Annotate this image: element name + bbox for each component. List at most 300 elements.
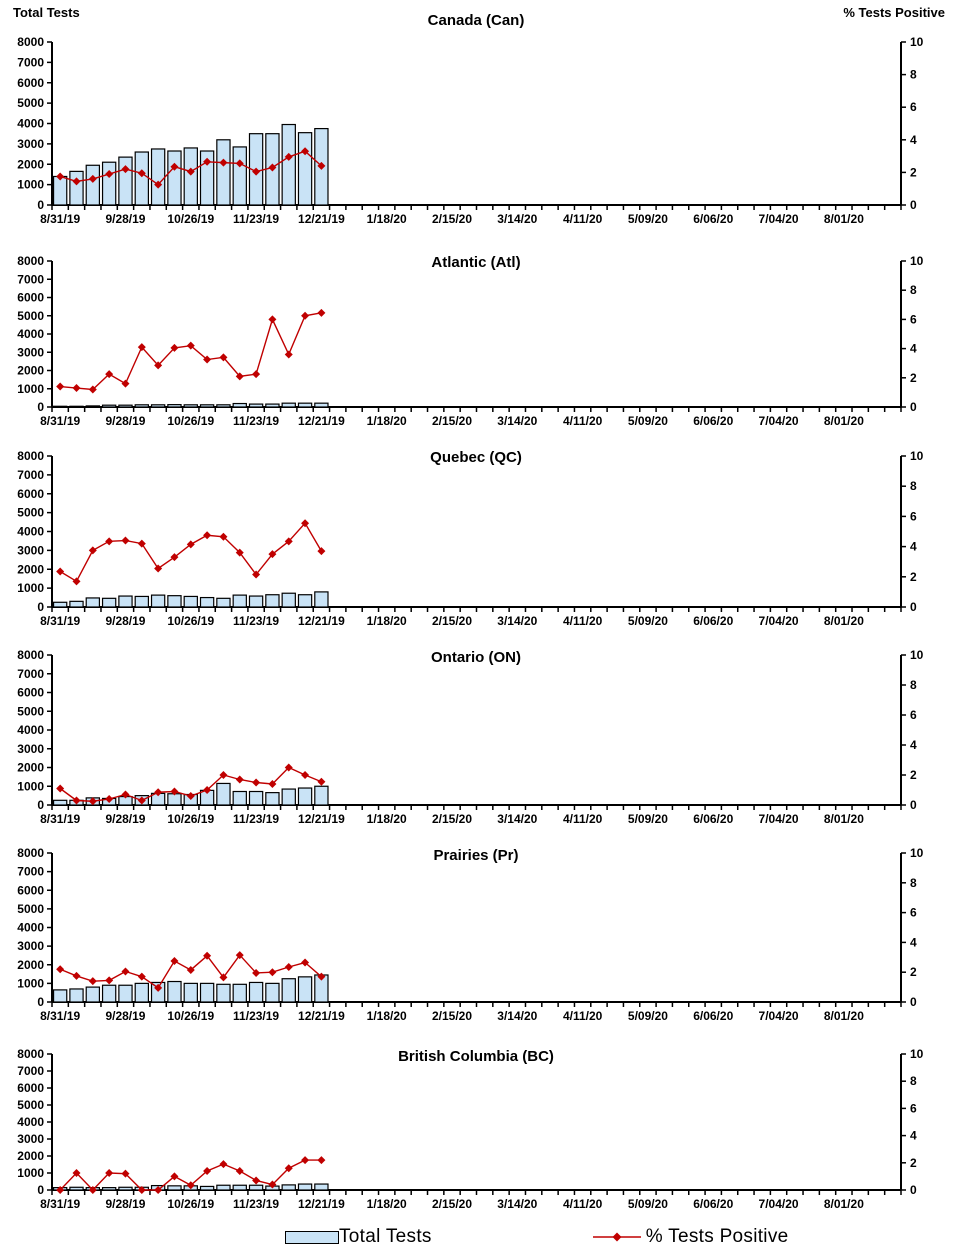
y-tick-label-right: 6: [910, 509, 917, 524]
line-series-marker-icon: [592, 1230, 642, 1244]
y-tick-label-left: 8000: [17, 1047, 44, 1061]
x-tick-label: 11/23/19: [233, 812, 280, 826]
x-tick-label: 1/18/20: [366, 1009, 407, 1023]
axes: [52, 261, 901, 407]
y-tick-label-right: 10: [910, 254, 924, 268]
bar: [152, 595, 165, 607]
bar: [282, 403, 295, 407]
x-axis-ticks: [40, 205, 901, 226]
y-tick-label-right: 6: [910, 905, 917, 920]
y-axis-right-ticks: [901, 35, 924, 212]
x-axis-ticks: [40, 1002, 901, 1023]
atlantic-chart-svg: [0, 228, 959, 440]
data-point-marker: [72, 577, 80, 585]
bar: [70, 1187, 83, 1190]
bar: [103, 598, 116, 607]
y-tick-label-left: 5000: [17, 505, 44, 520]
chart-block-atlantic: [0, 228, 959, 440]
legend: [285, 1214, 959, 1260]
x-tick-label: 7/04/20: [758, 1009, 799, 1023]
y-tick-label-left: 5000: [17, 704, 44, 719]
canada-chart-svg: [0, 0, 959, 228]
x-tick-label: 10/26/19: [167, 212, 215, 226]
x-tick-label: 9/28/19: [105, 812, 146, 826]
x-tick-label: 1/18/20: [366, 414, 407, 428]
bar: [119, 157, 132, 205]
x-tick-label: 9/28/19: [105, 414, 146, 428]
y-tick-label-right: 2: [910, 370, 917, 385]
data-point-marker: [252, 370, 260, 378]
chart-title: Canada (Can): [427, 12, 525, 29]
y-tick-label-right: 8: [910, 283, 917, 298]
data-point-marker: [105, 537, 113, 545]
bar: [168, 1186, 181, 1190]
y-tick-label-left: 0: [37, 1183, 44, 1197]
bar: [249, 792, 262, 806]
data-point-marker: [72, 384, 80, 392]
bar: [103, 405, 116, 407]
x-tick-label: 8/31/19: [40, 614, 81, 628]
data-point-marker: [268, 315, 276, 323]
y-axis-left-ticks: [17, 35, 52, 212]
bar: [103, 162, 116, 205]
x-tick-label: 10/26/19: [167, 414, 215, 428]
bar: [119, 405, 132, 407]
chart-title: Atlantic (Atl): [431, 254, 521, 271]
x-tick-label: 12/21/19: [298, 414, 345, 428]
y-axis-left-ticks: [17, 254, 52, 414]
bar: [86, 406, 99, 407]
x-tick-label: 8/01/20: [823, 414, 864, 428]
x-tick-label: 4/11/20: [562, 414, 603, 428]
y-tick-label-left: 3000: [17, 136, 44, 151]
axes: [52, 456, 901, 607]
bar: [233, 792, 246, 806]
data-point-marker: [56, 965, 64, 973]
x-tick-label: 11/23/19: [233, 1197, 280, 1211]
data-point-marker: [301, 312, 309, 320]
x-tick-label: 8/31/19: [40, 1009, 81, 1023]
y-axis-right-ticks: [901, 1047, 924, 1197]
data-point-marker: [89, 977, 97, 985]
y-tick-label-right: 2: [910, 965, 917, 980]
bar: [315, 592, 328, 607]
y-tick-label-left: 6000: [17, 883, 44, 898]
bar: [54, 800, 67, 805]
y-tick-label-left: 7000: [17, 272, 44, 287]
bar: [201, 598, 214, 607]
x-tick-label: 4/11/20: [562, 1009, 603, 1023]
y-axis-right-ticks: [901, 449, 924, 614]
data-point-marker: [56, 383, 64, 391]
x-tick-label: 7/04/20: [758, 212, 799, 226]
y-tick-label-left: 5000: [17, 308, 44, 323]
data-point-marker: [317, 778, 325, 786]
y-tick-label-left: 8000: [17, 449, 44, 463]
y-tick-label-left: 1000: [17, 1166, 44, 1180]
data-point-marker: [236, 776, 244, 784]
chart-block-prairies: [0, 836, 959, 1031]
x-tick-label: 12/21/19: [298, 614, 345, 628]
data-point-marker: [301, 1156, 309, 1164]
quebec-chart-svg: [0, 440, 959, 636]
data-point-marker: [105, 976, 113, 984]
y-tick-label-right: 4: [910, 1128, 917, 1143]
bar: [70, 171, 83, 205]
y-tick-label-left: 2000: [17, 562, 44, 577]
x-tick-label: 9/28/19: [105, 212, 146, 226]
x-axis-ticks: [40, 805, 901, 826]
data-point-marker: [219, 1160, 227, 1168]
y-tick-label-left: 2000: [17, 363, 44, 378]
x-tick-label: 3/14/20: [497, 812, 538, 826]
x-tick-label: 2/15/20: [431, 414, 473, 428]
legend-item-pct-positive: [592, 1226, 789, 1248]
bar: [298, 1184, 311, 1190]
y-tick-label-left: 1000: [17, 779, 44, 794]
y-tick-label-left: 1000: [17, 381, 44, 396]
bar: [135, 152, 148, 205]
left-axis-title: Total Tests: [13, 5, 80, 20]
x-tick-label: 4/11/20: [562, 812, 603, 826]
bar: [184, 405, 197, 407]
legend-label-pct-positive: % Tests Positive: [645, 1226, 789, 1247]
bar: [201, 1186, 214, 1190]
bar: [168, 596, 181, 607]
y-tick-label-left: 6000: [17, 290, 44, 305]
x-tick-label: 1/18/20: [366, 1197, 407, 1211]
y-tick-label-right: 6: [910, 708, 917, 722]
y-tick-label-right: 4: [910, 935, 917, 950]
y-tick-label-right: 2: [910, 165, 917, 180]
bar: [266, 404, 279, 407]
british-columbia-chart-svg: [0, 1031, 959, 1214]
bar: [135, 596, 148, 607]
chart-title: Prairies (Pr): [433, 847, 519, 864]
x-tick-label: 11/23/19: [233, 212, 280, 226]
x-tick-label: 3/14/20: [497, 1009, 538, 1023]
x-tick-label: 9/28/19: [105, 614, 146, 628]
y-tick-label-left: 3000: [17, 543, 44, 558]
x-tick-label: 4/11/20: [562, 212, 603, 226]
right-axis-title: % Tests Positive: [843, 5, 945, 20]
bar: [315, 1184, 328, 1190]
x-axis-ticks: [40, 407, 901, 428]
y-axis-right-ticks: [901, 846, 924, 1009]
y-axis-right-ticks: [901, 254, 924, 414]
y-tick-label-right: 6: [910, 100, 917, 115]
x-tick-label: 11/23/19: [233, 614, 280, 628]
x-tick-label: 6/06/20: [693, 212, 734, 226]
bar: [298, 403, 311, 407]
x-tick-label: 5/09/20: [627, 614, 668, 628]
pct-positive-line: [56, 519, 325, 585]
x-tick-label: 1/18/20: [366, 212, 407, 226]
bar: [152, 149, 165, 205]
y-axis-left-ticks: [17, 648, 52, 812]
bar: [249, 1185, 262, 1190]
y-tick-label-right: 0: [910, 1183, 917, 1197]
x-tick-label: 3/14/20: [497, 614, 538, 628]
y-tick-label-left: 2000: [17, 957, 44, 972]
y-tick-label-left: 2000: [17, 1149, 44, 1163]
y-tick-label-left: 3000: [17, 741, 44, 756]
total-tests-bars: [54, 975, 328, 1002]
y-tick-label-left: 1000: [17, 581, 44, 596]
bar: [233, 147, 246, 205]
y-tick-label-left: 4000: [17, 723, 44, 737]
data-point-marker: [170, 957, 178, 965]
x-tick-label: 8/01/20: [823, 212, 864, 226]
total-tests-bars: [54, 592, 328, 607]
y-tick-label-left: 0: [37, 600, 44, 614]
bar: [103, 1188, 116, 1190]
x-tick-label: 1/18/20: [366, 812, 407, 826]
x-tick-label: 8/01/20: [823, 1197, 864, 1211]
y-tick-label-right: 2: [910, 569, 917, 584]
y-tick-label-left: 5000: [17, 96, 44, 111]
x-tick-label: 10/26/19: [167, 1197, 215, 1211]
bar: [298, 133, 311, 205]
bar: [298, 788, 311, 805]
x-tick-label: 3/14/20: [497, 414, 538, 428]
bar: [282, 979, 295, 1002]
data-point-marker: [301, 771, 309, 779]
y-tick-label-left: 4000: [17, 1115, 44, 1129]
y-tick-label-right: 0: [910, 995, 917, 1009]
bar: [119, 596, 132, 607]
bar: [217, 598, 230, 607]
x-tick-label: 8/01/20: [823, 1009, 864, 1023]
y-tick-label-left: 5000: [17, 1098, 44, 1112]
bar: [298, 977, 311, 1002]
bar: [249, 596, 262, 607]
x-tick-label: 5/09/20: [627, 212, 668, 226]
y-tick-label-right: 10: [910, 35, 924, 49]
data-point-marker: [203, 531, 211, 539]
x-tick-label: 6/06/20: [693, 1009, 734, 1023]
pct-positive-line: [56, 309, 325, 394]
x-tick-label: 9/28/19: [105, 1197, 146, 1211]
x-tick-label: 3/14/20: [497, 212, 538, 226]
y-tick-label-left: 6000: [17, 1081, 44, 1095]
x-tick-label: 2/15/20: [431, 614, 473, 628]
data-point-marker: [285, 350, 293, 358]
y-tick-label-right: 6: [910, 312, 917, 327]
pct-line-path: [60, 313, 321, 390]
x-tick-label: 10/26/19: [167, 614, 215, 628]
y-tick-label-left: 4000: [17, 524, 44, 539]
y-tick-label-right: 4: [910, 341, 917, 356]
y-tick-label-left: 6000: [17, 75, 44, 90]
chart-block-quebec: [0, 440, 959, 636]
x-tick-label: 12/21/19: [298, 1197, 345, 1211]
y-tick-label-right: 8: [910, 67, 917, 82]
y-tick-label-right: 0: [910, 198, 917, 212]
x-tick-label: 5/09/20: [627, 1009, 668, 1023]
y-tick-label-left: 8000: [17, 254, 44, 268]
y-tick-label-left: 6000: [17, 685, 44, 700]
x-tick-label: 1/18/20: [366, 614, 407, 628]
data-point-marker: [138, 540, 146, 548]
y-tick-label-right: 4: [910, 539, 917, 554]
chart-title: Ontario (ON): [431, 649, 521, 666]
y-axis-left-ticks: [17, 846, 52, 1009]
x-axis-ticks: [40, 1190, 901, 1211]
x-tick-label: 7/04/20: [758, 414, 799, 428]
y-tick-label-left: 8000: [17, 846, 44, 860]
y-tick-label-left: 1000: [17, 177, 44, 192]
y-tick-label-right: 10: [910, 1047, 924, 1061]
x-tick-label: 5/09/20: [627, 1197, 668, 1211]
bar: [54, 990, 67, 1002]
x-tick-label: 7/04/20: [758, 1197, 799, 1211]
bar: [70, 601, 83, 607]
y-tick-label-right: 0: [910, 600, 917, 614]
x-tick-label: 8/31/19: [40, 1197, 81, 1211]
y-tick-label-right: 8: [910, 875, 917, 890]
x-tick-label: 3/14/20: [497, 1197, 538, 1211]
y-tick-label-left: 0: [37, 995, 44, 1009]
x-axis-ticks: [40, 607, 901, 628]
axes: [52, 1054, 901, 1190]
y-tick-label-left: 1000: [17, 976, 44, 991]
x-tick-label: 9/28/19: [105, 1009, 146, 1023]
bar: [54, 176, 67, 205]
y-tick-label-left: 3000: [17, 939, 44, 954]
y-tick-label-left: 7000: [17, 467, 44, 482]
bar: [135, 405, 148, 407]
bar: [168, 405, 181, 407]
y-tick-label-right: 10: [910, 449, 924, 463]
x-tick-label: 6/06/20: [693, 812, 734, 826]
y-tick-label-left: 4000: [17, 920, 44, 935]
data-point-marker: [121, 380, 129, 388]
x-tick-label: 8/01/20: [823, 812, 864, 826]
x-tick-label: 12/21/19: [298, 812, 345, 826]
axes: [52, 655, 901, 805]
bar: [217, 405, 230, 407]
legend-item-total-tests: [285, 1226, 432, 1248]
y-tick-label-left: 0: [37, 400, 44, 414]
x-tick-label: 6/06/20: [693, 614, 734, 628]
bar: [315, 786, 328, 805]
bar: [86, 165, 99, 205]
y-axis-right-ticks: [901, 648, 924, 812]
bar: [119, 1187, 132, 1190]
data-point-marker: [56, 568, 64, 576]
bar: [315, 403, 328, 407]
y-tick-label-left: 7000: [17, 666, 44, 681]
data-point-marker: [138, 973, 146, 981]
y-tick-label-right: 10: [910, 648, 924, 662]
y-axis-left-ticks: [17, 449, 52, 614]
bar: [184, 983, 197, 1002]
bar: [86, 598, 99, 607]
bar: [201, 405, 214, 407]
y-tick-label-left: 2000: [17, 157, 44, 172]
data-point-marker: [121, 537, 129, 545]
data-point-marker: [72, 972, 80, 980]
data-point-marker: [121, 967, 129, 975]
y-tick-label-left: 3000: [17, 345, 44, 360]
bar: [217, 984, 230, 1002]
x-tick-label: 5/09/20: [627, 414, 668, 428]
bar: [298, 595, 311, 607]
bar: [266, 983, 279, 1002]
data-point-marker: [317, 309, 325, 317]
bar: [282, 1185, 295, 1190]
data-point-marker: [317, 547, 325, 555]
y-tick-label-right: 0: [910, 400, 917, 414]
y-tick-label-right: 2: [910, 1155, 917, 1170]
x-tick-label: 4/11/20: [562, 614, 603, 628]
y-tick-label-right: 4: [910, 132, 917, 147]
x-tick-label: 5/09/20: [627, 812, 668, 826]
y-tick-label-left: 0: [37, 798, 44, 812]
ontario-chart-svg: [0, 636, 959, 836]
x-tick-label: 10/26/19: [167, 812, 215, 826]
prairies-chart-svg: [0, 836, 959, 1031]
bar: [249, 982, 262, 1002]
bar: [103, 985, 116, 1002]
bar: [266, 793, 279, 805]
pct-line-path: [60, 523, 321, 581]
legend-label-total-tests: Total Tests: [339, 1226, 432, 1247]
data-point-marker: [285, 963, 293, 971]
bar: [70, 406, 83, 407]
y-tick-label-right: 6: [910, 1101, 917, 1116]
y-tick-label-left: 8000: [17, 35, 44, 49]
total-tests-bars: [54, 125, 328, 205]
bar-series-swatch: [285, 1231, 339, 1244]
x-tick-label: 12/21/19: [298, 212, 345, 226]
data-point-marker: [317, 1156, 325, 1164]
x-tick-label: 6/06/20: [693, 1197, 734, 1211]
bar: [54, 406, 67, 407]
chart-title: Quebec (QC): [430, 449, 522, 466]
bar: [217, 140, 230, 205]
y-tick-label-left: 6000: [17, 486, 44, 501]
y-tick-label-left: 0: [37, 198, 44, 212]
y-tick-label-right: 8: [910, 678, 917, 692]
x-tick-label: 8/31/19: [40, 212, 81, 226]
bar: [233, 984, 246, 1002]
x-tick-label: 11/23/19: [233, 414, 280, 428]
bar: [152, 405, 165, 407]
bar: [184, 148, 197, 205]
bar: [249, 404, 262, 407]
data-point-marker: [236, 1167, 244, 1175]
axes: [52, 853, 901, 1002]
x-tick-label: 12/21/19: [298, 1009, 345, 1023]
y-tick-label-right: 10: [910, 846, 924, 860]
chart-title: British Columbia (BC): [398, 1048, 554, 1065]
y-tick-label-right: 8: [910, 1074, 917, 1089]
x-tick-label: 8/31/19: [40, 812, 81, 826]
bar: [119, 985, 132, 1002]
bar: [233, 404, 246, 407]
data-point-marker: [252, 779, 260, 787]
y-tick-label-left: 5000: [17, 901, 44, 916]
bar: [168, 151, 181, 205]
bar: [282, 125, 295, 205]
bar: [184, 596, 197, 607]
bar: [86, 987, 99, 1002]
bar: [282, 789, 295, 805]
x-tick-label: 8/31/19: [40, 414, 81, 428]
x-tick-label: 2/15/20: [431, 212, 473, 226]
